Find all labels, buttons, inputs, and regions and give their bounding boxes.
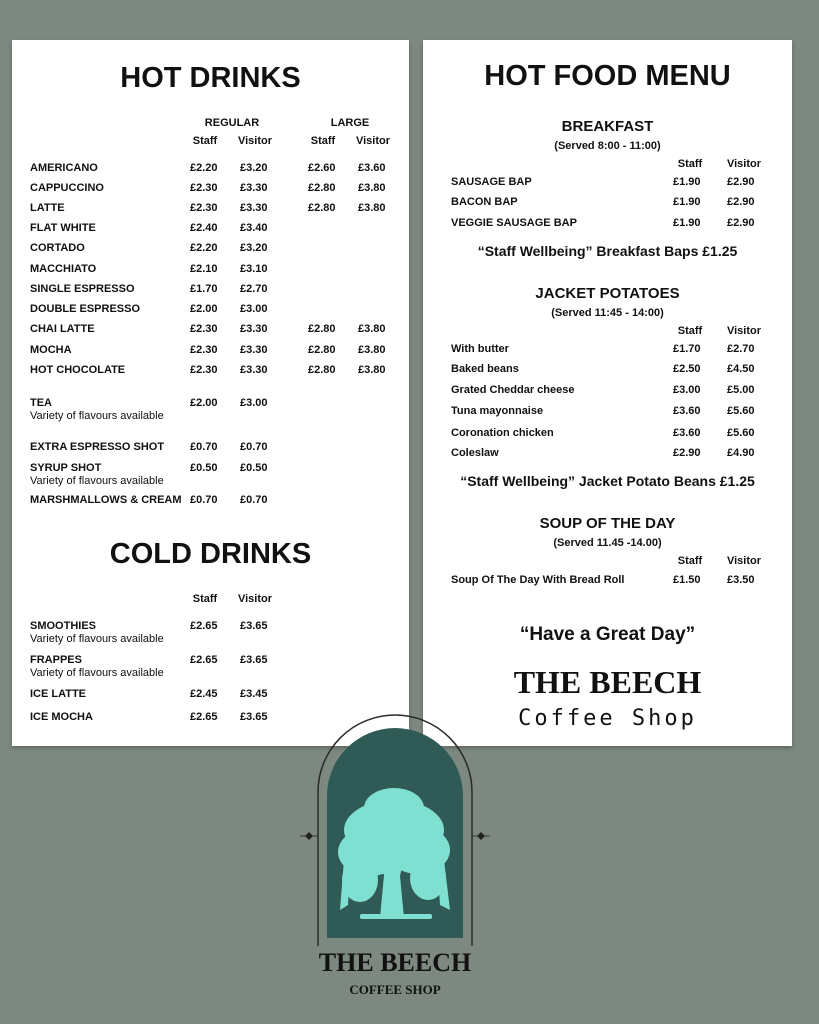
large-staff-price: £2.80	[308, 364, 336, 376]
large-staff-price: £2.60	[308, 162, 336, 174]
food-item-name: Baked beans	[451, 363, 519, 375]
regular-visitor-price: £3.40	[240, 222, 268, 234]
regular-staff-price: £1.70	[190, 283, 218, 295]
soup-title: SOUP OF THE DAY	[539, 515, 676, 532]
cold-visitor-price: £3.65	[240, 620, 268, 632]
food-staff-price: £1.70	[673, 343, 701, 355]
food-staff-price: £3.60	[673, 405, 701, 417]
regular-staff-price: £2.30	[190, 202, 218, 214]
large-staff-header: Staff	[310, 135, 336, 147]
hot-drink-name: CHAI LATTE	[30, 323, 95, 335]
large-visitor-price: £3.80	[358, 344, 386, 356]
food-staff-price: £1.90	[673, 176, 701, 188]
hot-drink-name: SINGLE ESPRESSO	[30, 283, 135, 295]
food-staff-price: £1.50	[673, 574, 701, 586]
regular-staff-price: £0.50	[190, 462, 218, 474]
food-visitor-price: £2.90	[727, 217, 755, 229]
cold-staff-price: £2.65	[190, 620, 218, 632]
food-item-name: Tuna mayonnaise	[451, 405, 544, 417]
jacket-staff-header: Staff	[677, 325, 703, 337]
large-visitor-header: Visitor	[355, 135, 391, 147]
cold-visitor-price: £3.65	[240, 654, 268, 666]
item-note: Variety of flavours available	[30, 410, 164, 422]
large-visitor-price: £3.60	[358, 162, 386, 174]
hot-drink-name: CAPPUCCINO	[30, 182, 104, 194]
logo-name: THE BEECH	[318, 948, 472, 977]
hot-drink-name: SYRUP SHOT Variety of flavours available	[30, 462, 164, 487]
cold-visitor-price: £3.65	[240, 711, 268, 723]
tagline: “Have a Great Day”	[519, 624, 696, 645]
hot-drinks-title: HOT DRINKS	[120, 62, 301, 94]
hot-drink-name: FLAT WHITE	[30, 222, 96, 234]
food-staff-price: £2.90	[673, 447, 701, 459]
regular-visitor-price: £3.20	[240, 162, 268, 174]
hot-drink-name: LATTE	[30, 202, 65, 214]
regular-visitor-price: £3.10	[240, 263, 268, 275]
jacket-potatoes-title: JACKET POTATOES	[535, 285, 680, 302]
cold-staff-header: Staff	[192, 593, 218, 605]
large-staff-price: £2.80	[308, 323, 336, 335]
cold-drink-name: ICE LATTE	[30, 688, 87, 700]
food-item-name: Soup Of The Day With Bread Roll	[451, 574, 625, 586]
logo-emblem	[300, 700, 490, 950]
jacket-visitor-header: Visitor	[726, 325, 762, 337]
brand-name: THE BEECH	[513, 664, 702, 700]
regular-staff-price: £2.00	[190, 397, 218, 409]
hot-drink-name: DOUBLE ESPRESSO	[30, 303, 141, 315]
regular-visitor-price: £3.30	[240, 323, 268, 335]
large-visitor-price: £3.80	[358, 182, 386, 194]
regular-staff-price: £2.00	[190, 303, 218, 315]
hot-drink-name: HOT CHOCOLATE	[30, 364, 126, 376]
food-visitor-price: £5.60	[727, 405, 755, 417]
drinks-menu-panel	[12, 40, 409, 746]
jacket-promo: “Staff Wellbeing” Jacket Potato Beans £1.25	[460, 473, 755, 489]
food-visitor-price: £2.90	[727, 176, 755, 188]
soup-served-times: (Served 11.45 -14.00)	[553, 537, 662, 549]
food-item-name: BACON BAP	[451, 196, 518, 208]
cold-visitor-price: £3.45	[240, 688, 268, 700]
cold-staff-price: £2.65	[190, 654, 218, 666]
regular-staff-price: £0.70	[190, 441, 218, 453]
large-staff-price: £2.80	[308, 344, 336, 356]
breakfast-staff-header: Staff	[677, 158, 703, 170]
food-staff-price: £3.60	[673, 427, 701, 439]
regular-visitor-price: £3.30	[240, 364, 268, 376]
item-note: Variety of flavours available	[30, 667, 164, 679]
large-staff-price: £2.80	[308, 182, 336, 194]
food-item-name: With butter	[451, 343, 509, 355]
cold-staff-price: £2.65	[190, 711, 218, 723]
food-staff-price: £1.90	[673, 217, 701, 229]
food-staff-price: £2.50	[673, 363, 701, 375]
regular-visitor-price: £3.00	[240, 397, 268, 409]
hot-drink-name: MARSHMALLOWS & CREAM	[30, 494, 182, 506]
food-visitor-price: £3.50	[727, 574, 755, 586]
hot-drink-name: TEA Variety of flavours available	[30, 397, 164, 422]
item-note: Variety of flavours available	[30, 475, 164, 487]
regular-visitor-price: £0.70	[240, 441, 268, 453]
jacket-served-times: (Served 11:45 - 14:00)	[551, 307, 664, 319]
regular-staff-price: £2.30	[190, 364, 218, 376]
regular-staff-price: £2.30	[190, 182, 218, 194]
breakfast-promo: “Staff Wellbeing” Breakfast Baps £1.25	[477, 243, 738, 259]
regular-staff-price: £2.20	[190, 162, 218, 174]
food-visitor-price: £2.90	[727, 196, 755, 208]
food-visitor-price: £2.70	[727, 343, 755, 355]
large-header: LARGE	[330, 117, 370, 129]
food-staff-price: £1.90	[673, 196, 701, 208]
food-menu-panel	[423, 40, 792, 746]
regular-visitor-price: £3.30	[240, 202, 268, 214]
cold-drink-name: FRAPPES Variety of flavours available	[30, 654, 164, 679]
cold-visitor-header: Visitor	[237, 593, 273, 605]
logo-subtitle: COFFEE SHOP	[349, 982, 441, 997]
regular-staff-price: £2.20	[190, 242, 218, 254]
cold-drinks-title: COLD DRINKS	[109, 538, 312, 570]
hot-drink-name: MOCHA	[30, 344, 72, 356]
breakfast-title: BREAKFAST	[561, 118, 654, 135]
regular-staff-price: £0.70	[190, 494, 218, 506]
regular-staff-price: £2.30	[190, 344, 218, 356]
regular-visitor-header: Visitor	[237, 135, 273, 147]
regular-staff-header: Staff	[192, 135, 218, 147]
hot-drink-name: CORTADO	[30, 242, 85, 254]
cold-staff-price: £2.45	[190, 688, 218, 700]
beech-logo	[300, 700, 490, 1010]
cold-drink-name: ICE MOCHA	[30, 711, 93, 723]
soup-visitor-header: Visitor	[726, 555, 762, 567]
soup-staff-header: Staff	[677, 555, 703, 567]
large-visitor-price: £3.80	[358, 364, 386, 376]
regular-visitor-price: £2.70	[240, 283, 268, 295]
food-item-name: SAUSAGE BAP	[451, 176, 532, 188]
regular-visitor-price: £3.30	[240, 344, 268, 356]
regular-visitor-price: £3.00	[240, 303, 268, 315]
regular-staff-price: £2.10	[190, 263, 218, 275]
hot-drink-name: AMERICANO	[30, 162, 98, 174]
cold-drink-name: SMOOTHIES Variety of flavours available	[30, 620, 164, 645]
food-visitor-price: £4.50	[727, 363, 755, 375]
regular-staff-price: £2.30	[190, 323, 218, 335]
regular-visitor-price: £0.70	[240, 494, 268, 506]
food-item-name: VEGGIE SAUSAGE BAP	[451, 217, 577, 229]
brand-subtitle: Coffee Shop	[518, 706, 697, 731]
regular-visitor-price: £3.20	[240, 242, 268, 254]
hot-food-title: HOT FOOD MENU	[484, 60, 731, 92]
hot-drink-name: MACCHIATO	[30, 263, 97, 275]
regular-visitor-price: £0.50	[240, 462, 268, 474]
breakfast-visitor-header: Visitor	[726, 158, 762, 170]
food-item-name: Coronation chicken	[451, 427, 554, 439]
large-staff-price: £2.80	[308, 202, 336, 214]
large-visitor-price: £3.80	[358, 202, 386, 214]
food-staff-price: £3.00	[673, 384, 701, 396]
large-visitor-price: £3.80	[358, 323, 386, 335]
regular-visitor-price: £3.30	[240, 182, 268, 194]
food-visitor-price: £5.60	[727, 427, 755, 439]
hot-drink-name: EXTRA ESPRESSO SHOT	[30, 441, 165, 453]
regular-header: REGULAR	[204, 117, 260, 129]
regular-staff-price: £2.40	[190, 222, 218, 234]
food-item-name: Grated Cheddar cheese	[451, 384, 575, 396]
item-note: Variety of flavours available	[30, 633, 164, 645]
food-visitor-price: £5.00	[727, 384, 755, 396]
food-item-name: Coleslaw	[451, 447, 499, 459]
breakfast-served-times: (Served 8:00 - 11:00)	[554, 140, 661, 152]
food-visitor-price: £4.90	[727, 447, 755, 459]
